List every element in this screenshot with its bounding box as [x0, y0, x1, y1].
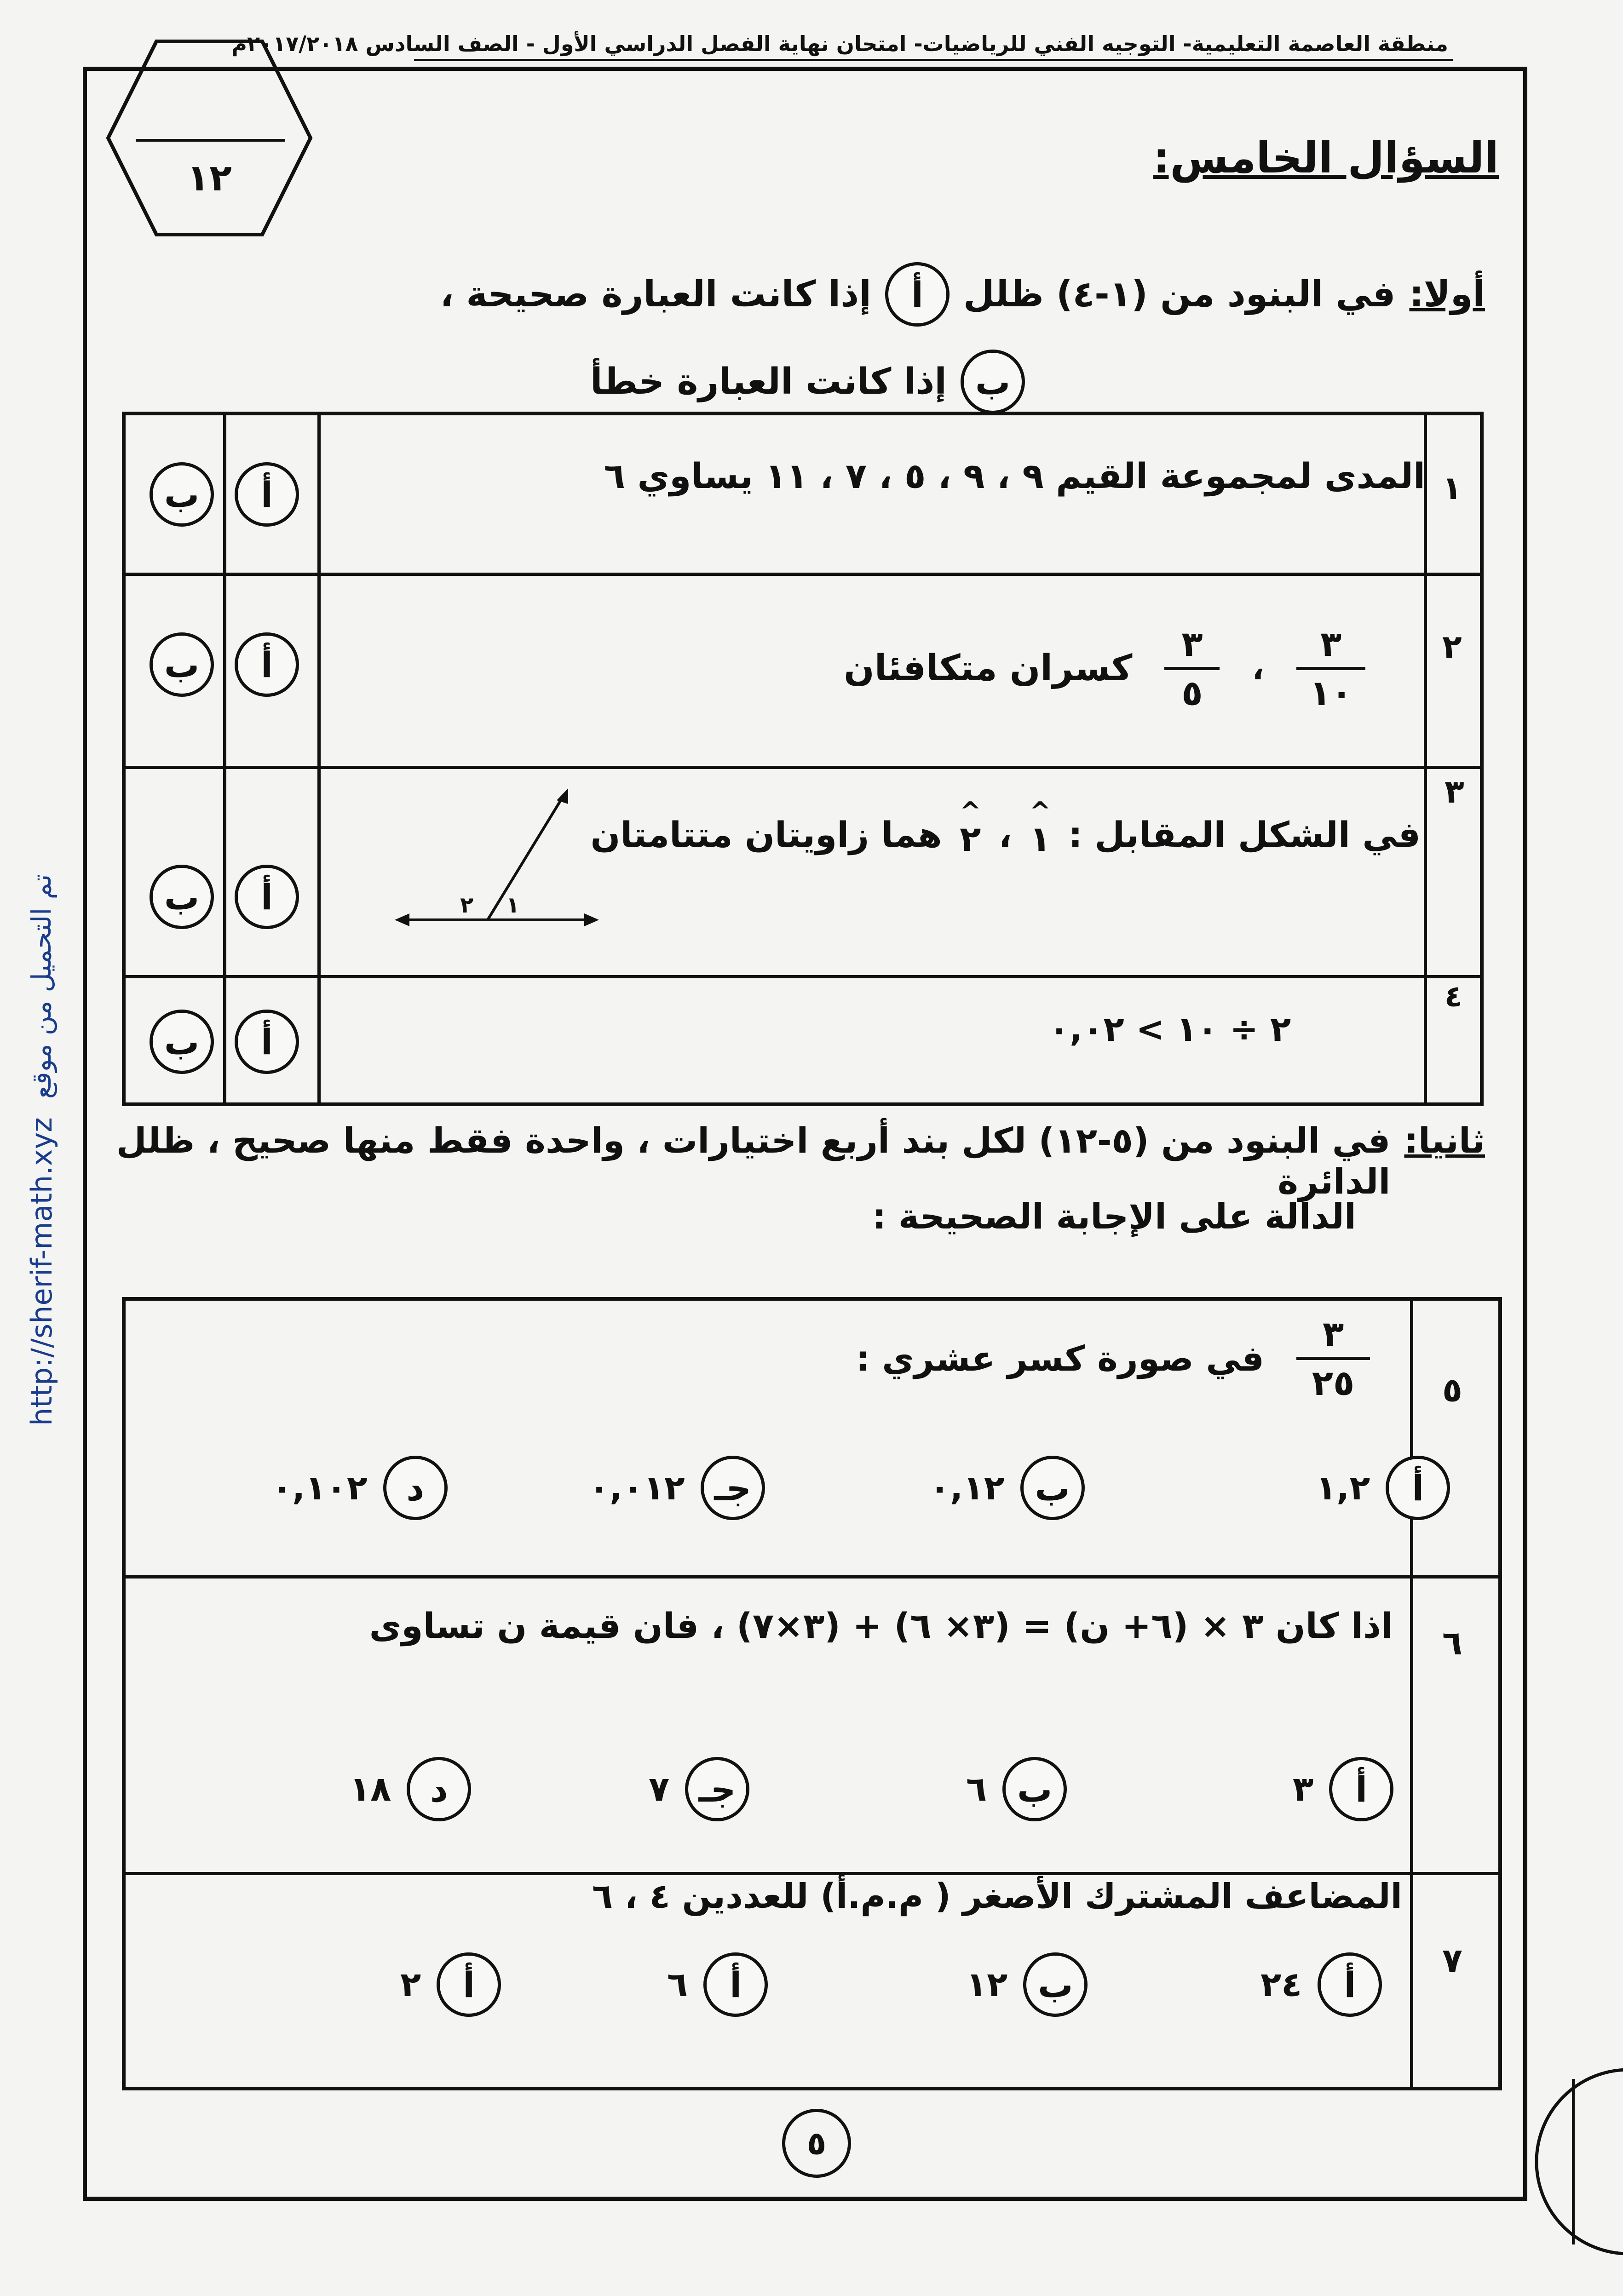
tf-item-angles	[590, 797, 1421, 860]
tf-col-sep-text	[317, 412, 321, 1106]
option-value: ٢	[400, 1965, 421, 2004]
fraction-numerator: ٣	[1181, 623, 1203, 664]
option-letter[interactable]: ب	[1002, 1757, 1067, 1821]
watermark-url[interactable]: http://sherif-math.xyz	[24, 1117, 58, 1426]
tf-row-sep	[122, 766, 1484, 769]
option-value: ١٨	[350, 1769, 391, 1809]
mc-option[interactable]	[400, 1952, 501, 2017]
angle-label-1: ١	[506, 892, 520, 918]
fraction-separator: ،	[1252, 649, 1264, 688]
part1-instruction-b-end: إذا كانت العبارة خطأ	[590, 361, 947, 402]
fraction-numerator: ٣	[1320, 623, 1342, 664]
option-value: ١,٢	[1316, 1468, 1370, 1508]
option-letter[interactable]: جـ	[701, 1456, 765, 1520]
option-value: ٦	[966, 1769, 987, 1809]
mc-option[interactable]	[667, 1952, 768, 2017]
angle-figure	[391, 782, 612, 947]
tf-choice-a[interactable]: أ	[235, 462, 299, 527]
mc-option[interactable]	[929, 1456, 1085, 1520]
side-watermark	[14, 782, 69, 1426]
fraction-denominator: ١٠	[1309, 672, 1352, 713]
angle-2: ^ ٢	[959, 797, 981, 860]
part1-instruction-line2	[590, 350, 1025, 414]
option-letter[interactable]: أ	[437, 1952, 501, 2017]
tf-choice-b[interactable]: ب	[150, 1010, 214, 1074]
mc-col-sep-number	[1410, 1297, 1413, 2090]
fraction-2	[1164, 623, 1220, 713]
part2-instruction-1: في البنود من (٥-١٢) لكل بند أربع اختيارات ، واحدة فقط منها صحيح ، ظلل الدائرة	[116, 1120, 1391, 1202]
part1-label: أولا:	[1409, 274, 1485, 315]
option-letter[interactable]: أ	[703, 1952, 768, 2017]
tf-row-sep	[122, 573, 1484, 576]
option-value: ٧	[649, 1769, 670, 1809]
header-rule	[414, 59, 1453, 61]
option-letter[interactable]: أ	[1329, 1757, 1393, 1821]
tf-choice-b[interactable]: ب	[150, 632, 214, 697]
legend-choice-a: أ	[885, 262, 950, 327]
option-value: ١٢	[966, 1965, 1008, 2004]
option-letter[interactable]: ب	[1023, 1952, 1088, 2017]
legend-choice-b: ب	[961, 350, 1025, 414]
part1-instruction-a-end: إذا كانت العبارة صحيحة ،	[440, 274, 871, 315]
question-title: السؤال الخامس:	[1153, 133, 1499, 183]
tf-item-text: المدى لمجموعة القيم ٩ ، ٩ ، ٥ ، ٧ ، ١١ يساوي ٦	[604, 455, 1425, 496]
mc-option[interactable]	[271, 1456, 448, 1520]
part1-instruction-a: في البنود من (١-٤) ظلل	[963, 274, 1396, 315]
tf-choice-a[interactable]: أ	[235, 1010, 299, 1074]
option-value: ٠,١٢	[929, 1468, 1005, 1508]
mc-row-sep	[122, 1872, 1502, 1875]
option-letter[interactable]: أ	[1386, 1456, 1450, 1520]
part2-instruction-line2: الدالة على الإجابة الصحيحة :	[872, 1196, 1356, 1237]
option-value: ٣	[1293, 1769, 1314, 1809]
option-letter[interactable]: ب	[1020, 1456, 1085, 1520]
part2-label: ثانيا:	[1404, 1120, 1485, 1161]
mc-option[interactable]	[1260, 1952, 1382, 2017]
fraction-numerator: ٣	[1322, 1313, 1344, 1354]
option-letter[interactable]: أ	[1318, 1952, 1382, 2017]
score-value: ١٢	[187, 156, 232, 199]
option-letter[interactable]: جـ	[685, 1757, 749, 1821]
mc-item-number: ٧	[1442, 1941, 1462, 1980]
fraction-1	[1296, 623, 1365, 713]
question-fraction	[1296, 1315, 1370, 1401]
mc-option[interactable]	[966, 1757, 1067, 1821]
fraction-denominator: ٥	[1181, 672, 1203, 713]
corner-stamp	[1518, 2061, 1623, 2263]
mc-item-text: المضاعف المشترك الأصغر ( م.م.أ) للعددين ٤ ، ٦	[592, 1877, 1402, 1916]
option-value: ٦	[667, 1965, 688, 2004]
tf-item-number: ٢	[1442, 628, 1462, 666]
fraction-denominator: ٢٥	[1312, 1362, 1355, 1403]
tf-item-text-2: هما زاويتان متتامتان	[590, 814, 942, 855]
option-letter[interactable]: د	[407, 1757, 471, 1821]
angle-1: ^ ١	[1029, 797, 1051, 860]
tf-item-text: في الشكل المقابل :	[1068, 814, 1421, 855]
part2-instruction-line1	[0, 1120, 1485, 1202]
corner-stamp-shape	[1518, 2061, 1623, 2263]
tf-item-number: ٣	[1445, 773, 1464, 810]
mc-row-sep	[122, 1575, 1502, 1578]
watermark-text: تم التحميل من موقع	[26, 874, 57, 1099]
tf-item-text: ٢ ÷ ١٠ > ٠,٠٢	[1049, 1010, 1291, 1049]
mc-item-number: ٦	[1442, 1624, 1462, 1662]
angle-separator: ،	[998, 814, 1012, 855]
mc-option[interactable]	[589, 1456, 765, 1520]
mc-item-text: اذا كان ٣ × (٦+ ن) = (٣× ٦) + (٣×٧) ، فان قيمة ن تساوى	[369, 1605, 1393, 1646]
option-letter[interactable]: د	[383, 1456, 448, 1520]
tf-item-text: كسران متكافئان	[844, 648, 1133, 689]
tf-col-sep-choices	[223, 412, 226, 1106]
part1-instruction-line1	[440, 262, 1485, 327]
tf-choice-b[interactable]: ب	[150, 462, 214, 527]
mc-item-number: ٥	[1442, 1371, 1462, 1409]
tf-item-fractions	[844, 623, 1365, 713]
tf-item-number: ٤	[1445, 980, 1463, 1014]
mc-item-text: في صورة كسر عشري :	[856, 1337, 1264, 1379]
option-value: ٠,١٠٢	[271, 1468, 368, 1508]
tf-choice-a[interactable]: أ	[235, 632, 299, 697]
mc-option[interactable]	[966, 1952, 1088, 2017]
tf-item-number: ١	[1442, 469, 1462, 507]
mc-option[interactable]	[649, 1757, 749, 1821]
tf-choice-a[interactable]: أ	[235, 865, 299, 929]
option-value: ٢٤	[1260, 1965, 1302, 2004]
true-false-table	[122, 412, 1484, 1106]
tf-choice-b[interactable]: ب	[150, 865, 214, 929]
mc-option[interactable]	[350, 1757, 471, 1821]
mc-item-question	[856, 1315, 1370, 1401]
mc-option[interactable]	[1316, 1456, 1450, 1520]
option-value: ٠,٠١٢	[589, 1468, 685, 1508]
angle-label-2: ٢	[460, 892, 474, 918]
angle-figure-drawing	[391, 782, 612, 947]
mc-option[interactable]	[1293, 1757, 1393, 1821]
tf-row-sep	[122, 975, 1484, 978]
page-number: ٥	[782, 2109, 851, 2178]
exam-header: منطقة العاصمة التعليمية- التوجيه الفني للرياضيات- امتحان نهاية الفصل الدراسي الأول - الصف السادس ٢٠١٧/٢٠١٨م	[231, 31, 1448, 56]
tf-col-sep-number	[1424, 412, 1427, 1106]
